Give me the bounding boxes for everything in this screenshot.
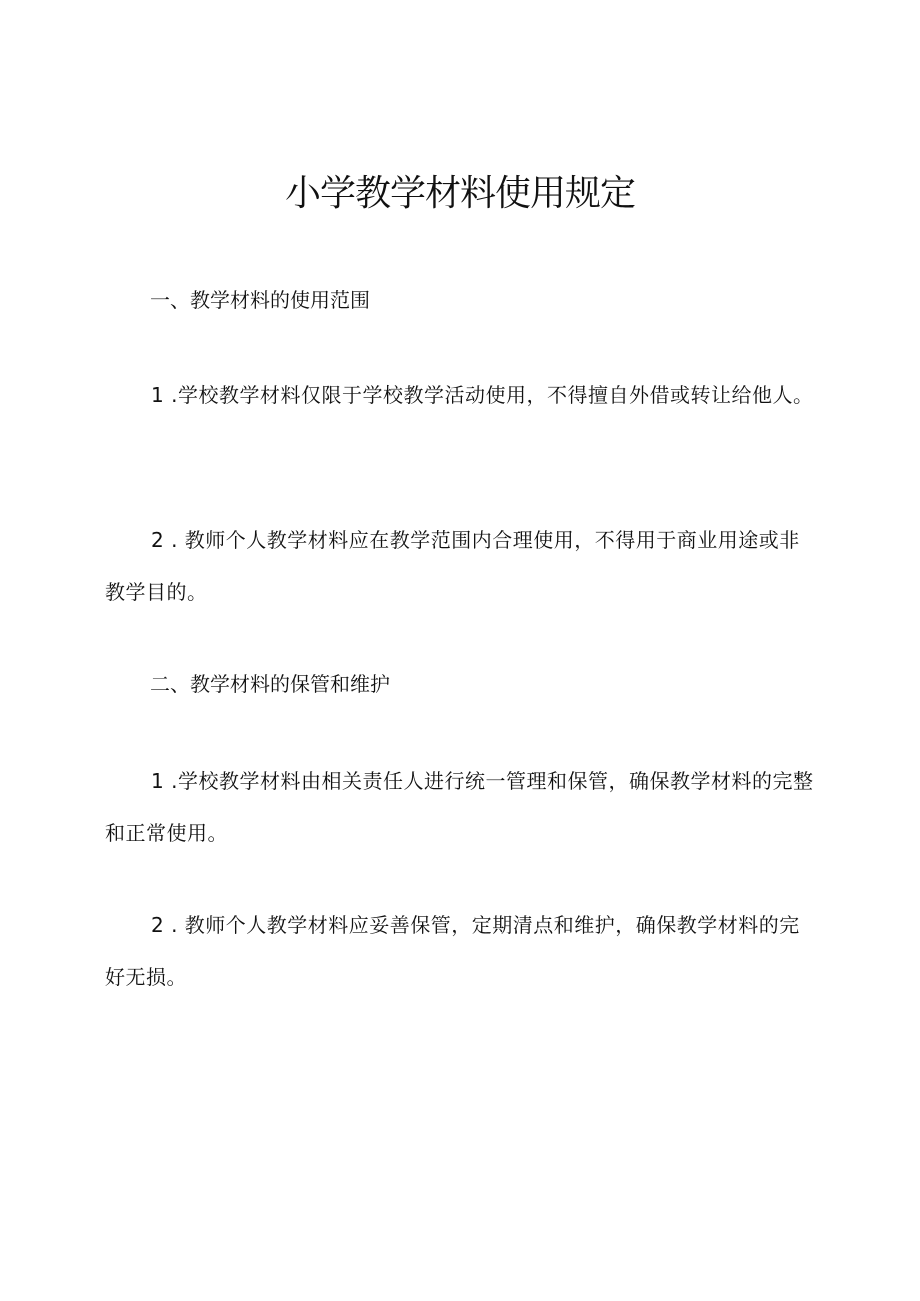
section-1-item-2: 2 . 教师个人教学材料应在教学范围内合理使用，不得用于商业用途或非教学目的。	[105, 528, 800, 604]
section-2-item-1: 1 .学校教学材料由相关责任人进行统一管理和保管，确保教学材料的完整和正常使用。	[105, 769, 814, 845]
document-title: 小学教学材料使用规定	[284, 173, 635, 214]
section-1-item-1: 1 .学校教学材料仅限于学校教学活动使用，不得擅自外借或转让给他人。	[151, 383, 814, 407]
section-heading-storage-maintenance: 二、教学材料的保管和维护	[150, 672, 390, 696]
section-heading-usage-scope: 一、教学材料的使用范围	[150, 288, 370, 312]
section-2-item-2: 2 . 教师个人教学材料应妥善保管，定期清点和维护，确保教学材料的完好无损。	[105, 913, 800, 989]
